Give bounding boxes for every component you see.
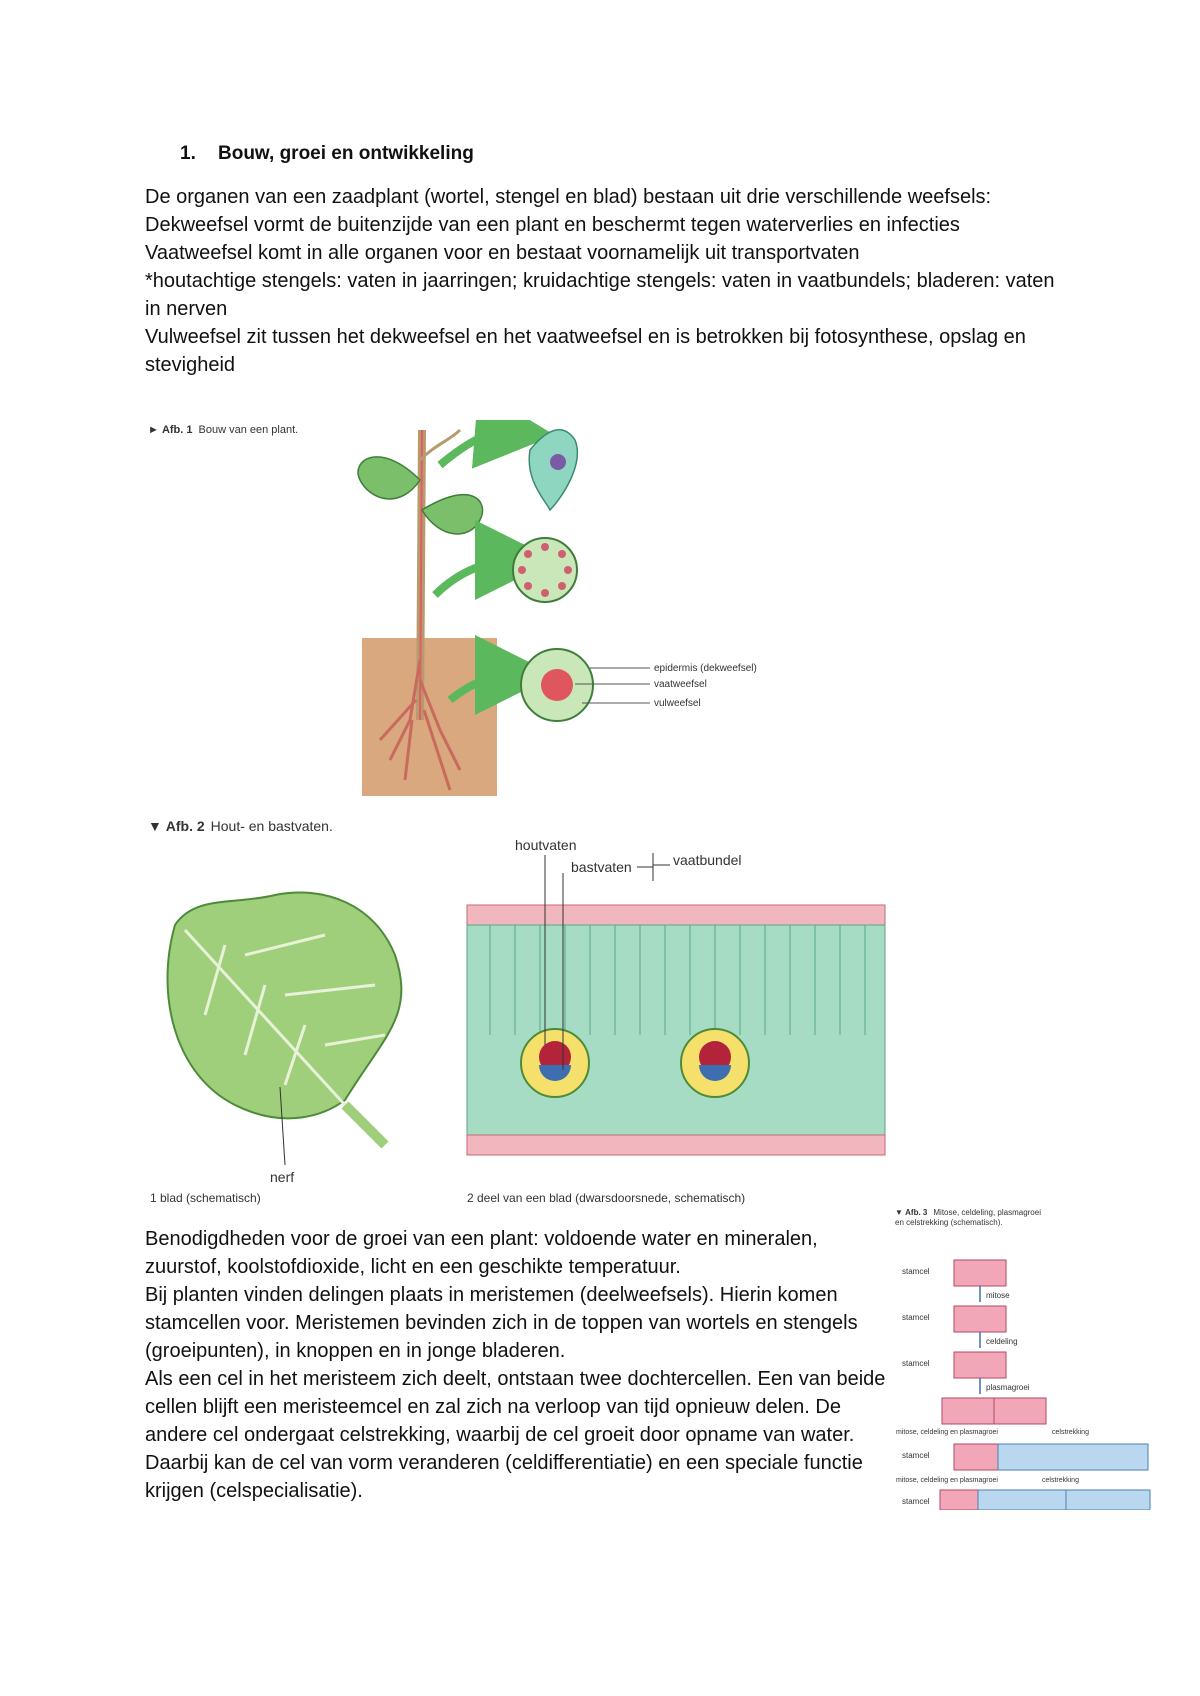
leaf-1	[358, 457, 420, 499]
label-nerf: nerf	[270, 1169, 295, 1185]
figure2-caption	[148, 818, 333, 834]
figure2-arrow-icon: ▼	[148, 818, 166, 834]
leaf-2	[422, 495, 483, 534]
celstrekking-label-1: celstrekking	[1052, 1429, 1089, 1436]
figure3-label: Afb. 3	[905, 1208, 928, 1217]
stamcel-label-5: stamcel	[902, 1497, 930, 1506]
intro-line-3: Vaatweefsel komt in alle organen voor en bestaat voornamelijk uit transportvaten	[145, 242, 860, 264]
figure1-caption-text: Bouw van een plant.	[198, 424, 299, 436]
figure3-caption-text: Mitose, celdeling, plasmagroei en celstrekking (schematisch).	[895, 1208, 1041, 1227]
figure3-arrow-icon: ▼	[895, 1208, 906, 1217]
label-houtvaten: houtvaten	[515, 837, 577, 853]
figure2-sub1: 1 blad (schematisch)	[150, 1191, 261, 1205]
intro-text	[145, 183, 1075, 379]
figure1-label: Afb. 1	[161, 424, 193, 436]
figure3-cell-diagram	[892, 1240, 1152, 1510]
intro-line-4: *houtachtige stengels: vaten in jaarringen; kruidachtige stengels: vaten in vaatbundels; bladeren: vaten in nerven	[145, 270, 1055, 320]
combo-label-1: mitose, celdeling en plasmagroei	[896, 1429, 998, 1436]
growth-text	[145, 1225, 890, 1505]
label-vulweefsel: vulweefsel	[654, 698, 701, 709]
growth-line-1: Benodigdheden voor de groei van een plant: voldoende water en mineralen, zuurstof, koolstofdioxide, licht en een geschikte temperatuur.	[145, 1228, 818, 1278]
section-heading	[180, 143, 474, 165]
leaf-section	[529, 430, 577, 510]
label-vaatbundel: vaatbundel	[673, 852, 742, 868]
figure2-leaf-illustration	[145, 835, 890, 1215]
stamcel-label-1: stamcel	[902, 1267, 930, 1276]
stamcel-label-2: stamcel	[902, 1313, 930, 1322]
lower-epidermis	[467, 1135, 885, 1155]
figure1-caption	[148, 424, 298, 436]
growth-line-3: Als een cel in het meristeem zich deelt, ontstaan twee dochtercellen. Een van beide cellen blijft een meristeemcel en zal zich na verloop van tijd opnieuw delen. De andere cel ondergaat celstrekking, waarbij de cel groeit door opname van water. Daarbij kan de cel van vorm veranderen (celdifferentiatie) en een speciale functie krijgen (celspecialisatie).	[145, 1368, 886, 1502]
figure2-label: Afb. 2	[165, 818, 205, 834]
soil-block	[362, 638, 497, 796]
intro-line-5: Vulweefsel zit tussen het dekweefsel en het vaatweefsel en is betrokken bij fotosynthese, opslag en stevigheid	[145, 326, 1026, 376]
intro-line-1: De organen van een zaadplant (wortel, stengel en blad) bestaan uit drie verschillende weefsels:	[145, 186, 992, 208]
figure3-caption	[895, 1208, 1045, 1228]
heading-number: 1.	[180, 143, 196, 164]
stamcel-label-3: stamcel	[902, 1359, 930, 1368]
plasmagroei-label: plasmagroei	[986, 1383, 1030, 1392]
mesophyll	[467, 925, 885, 1135]
growth-line-2: Bij planten vinden delingen plaats in meristemen (deelweefsels). Hierin komen stamcellen voor. Meristemen bevinden zich in de toppen van wortels en stengels (groeipunten), in knoppen en in jonge bladeren.	[145, 1284, 858, 1362]
figure2-caption-text: Hout- en bastvaten.	[210, 818, 333, 834]
combo-label-2: mitose, celdeling en plasmagroei	[896, 1477, 998, 1484]
label-epidermis: epidermis (dekweefsel)	[654, 663, 757, 674]
intro-line-2: Dekweefsel vormt de buitenzijde van een plant en beschermt tegen waterverlies en infecties	[145, 214, 960, 236]
stamcel-label-4: stamcel	[902, 1451, 930, 1460]
upper-epidermis	[467, 905, 885, 925]
figure1-plant-illustration	[350, 420, 770, 800]
figure1-arrow-icon: ►	[148, 424, 162, 436]
celdeling-label: celdeling	[986, 1337, 1018, 1346]
label-bastvaten: bastvaten	[571, 859, 632, 875]
celstrekking-label-2: celstrekking	[1042, 1477, 1079, 1484]
label-vaatweefsel: vaatweefsel	[654, 679, 707, 690]
heading-title: Bouw, groei en ontwikkeling	[218, 143, 474, 164]
mitose-label: mitose	[986, 1291, 1010, 1300]
figure2-sub2: 2 deel van een blad (dwarsdoorsnede, schematisch)	[467, 1191, 746, 1205]
